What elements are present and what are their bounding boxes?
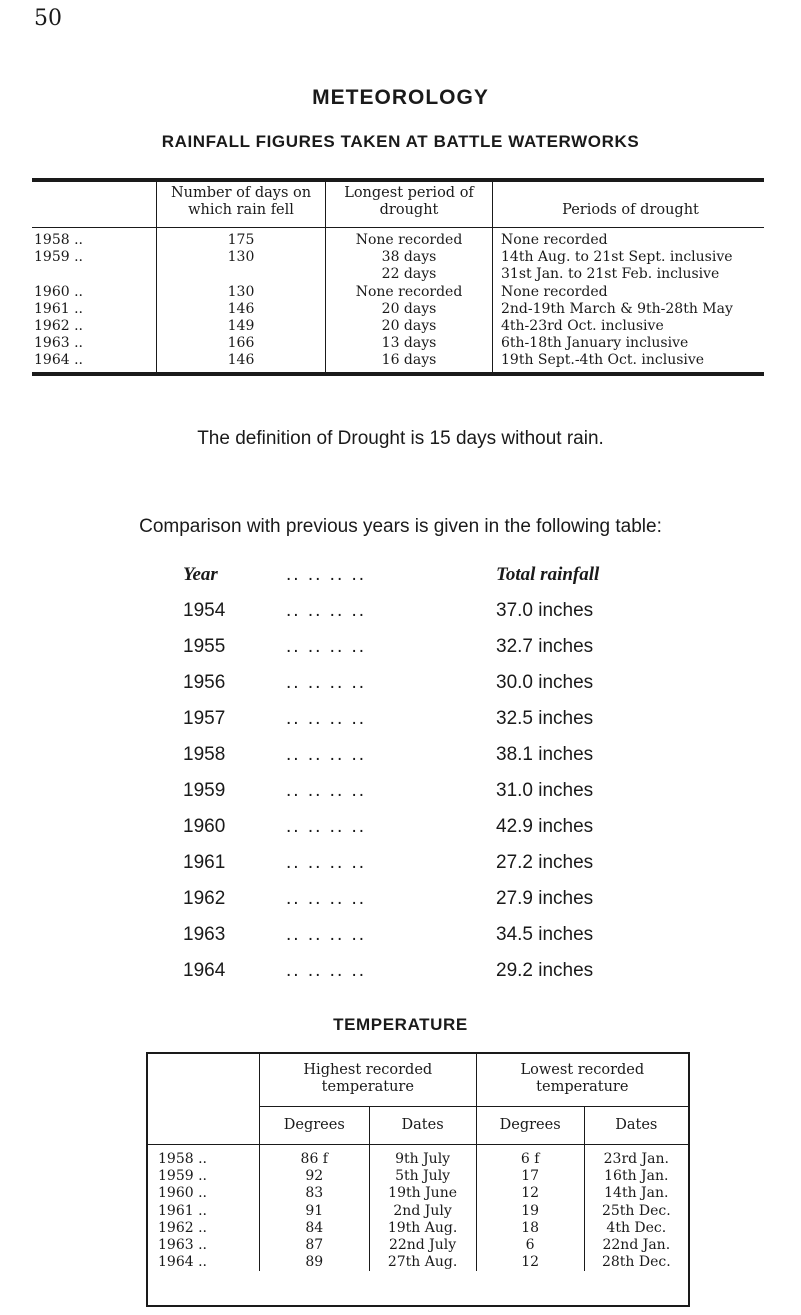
leader-dots: .. .. .. ..: [286, 960, 367, 981]
low-date: 23rd Jan.: [584, 1145, 688, 1169]
leader-dots: .. .. .. ..: [286, 780, 367, 801]
row-days: 146: [157, 352, 326, 371]
high-degrees: 92: [260, 1168, 370, 1185]
row-year: 1962 ..: [34, 318, 83, 335]
low-degrees: 6 f: [476, 1145, 584, 1169]
row-periods: 31st Jan. to 21st Feb. inclusive: [493, 266, 765, 283]
comparison-year: 1956: [183, 672, 226, 693]
list-item: [183, 852, 703, 884]
temp-year: 1962 ..: [158, 1219, 207, 1236]
comparison-header-total: Total rainfall: [496, 564, 600, 585]
high-date: 9th July: [369, 1145, 476, 1169]
high-date: 27th Aug.: [369, 1254, 476, 1271]
row-periods: 14th Aug. to 21st Sept. inclusive: [493, 249, 765, 266]
comparison-value: 37.0 inches: [496, 600, 594, 621]
comparison-value: 31.0 inches: [496, 780, 594, 801]
row-year: 1964 ..: [34, 352, 83, 369]
high-degrees: 87: [260, 1237, 370, 1254]
list-item: [183, 924, 703, 956]
leader-dots: .. .. .. ..: [286, 636, 367, 657]
row-days: [157, 266, 326, 283]
row-days: 130: [157, 284, 326, 301]
low-date: 16th Jan.: [584, 1168, 688, 1185]
leader-dots: .. .. .. ..: [286, 852, 367, 873]
header-days-rain: Number of days on which rain fell: [157, 182, 326, 228]
header-year-blank: [148, 1054, 260, 1107]
header-periods-drought: Periods of drought: [493, 182, 765, 228]
list-item: [183, 708, 703, 740]
header-year-rule: [148, 1107, 260, 1145]
leader-dots: .. .. .. ..: [286, 600, 367, 621]
temp-year: 1964 ..: [158, 1254, 207, 1271]
comparison-value: 27.9 inches: [496, 888, 594, 909]
header-low-degrees: Degrees: [476, 1107, 584, 1145]
low-degrees: 18: [476, 1220, 584, 1237]
row-longest: 13 days: [326, 335, 493, 352]
temperature-title: TEMPERATURE: [333, 1015, 468, 1034]
row-year: 1963 ..: [34, 335, 83, 352]
header-high-dates: Dates: [369, 1107, 476, 1145]
list-item: [183, 888, 703, 920]
high-date: 19th June: [369, 1185, 476, 1202]
row-longest: 22 days: [326, 266, 493, 283]
high-date: 22nd July: [369, 1237, 476, 1254]
comparison-year: 1959: [183, 780, 226, 801]
header-lowest: Lowest recorded temperature: [476, 1054, 688, 1107]
comparison-value: 29.2 inches: [496, 960, 594, 981]
row-longest: None recorded: [326, 284, 493, 301]
row-periods: 19th Sept.-4th Oct. inclusive: [493, 352, 765, 371]
rainfall-subtitle: RAINFALL FIGURES TAKEN AT BATTLE WATERWORKS: [161, 132, 640, 151]
header-highest: Highest recorded temperature: [260, 1054, 477, 1107]
row-longest: None recorded: [326, 228, 493, 250]
low-degrees: 6: [476, 1237, 584, 1254]
row-longest: 16 days: [326, 352, 493, 371]
row-longest: 20 days: [326, 318, 493, 335]
list-item: [183, 960, 703, 992]
table-row: [148, 1203, 688, 1220]
list-item: [183, 672, 703, 704]
table-row: [32, 301, 764, 318]
table-row: [148, 1220, 688, 1237]
table-row: [148, 1168, 688, 1185]
leader-dots: .. .. .. ..: [286, 564, 367, 585]
row-days: 149: [157, 318, 326, 335]
list-item: [183, 636, 703, 668]
row-year: 1961 ..: [34, 300, 83, 317]
temp-year: 1961 ..: [158, 1202, 207, 1219]
row-year: 1960 ..: [34, 283, 83, 300]
table-row: [32, 352, 764, 371]
row-longest: 38 days: [326, 249, 493, 266]
row-days: 146: [157, 301, 326, 318]
list-item: [183, 744, 703, 776]
low-date: 25th Dec.: [584, 1203, 688, 1220]
comparison-year: 1963: [183, 924, 226, 945]
table-row: [148, 1237, 688, 1254]
table-row: [148, 1185, 688, 1202]
comparison-value: 32.7 inches: [496, 636, 594, 657]
page-number: 50: [34, 6, 62, 31]
high-date: 19th Aug.: [369, 1220, 476, 1237]
leader-dots: .. .. .. ..: [286, 744, 367, 765]
comparison-year: 1964: [183, 960, 226, 981]
comparison-year: 1957: [183, 708, 226, 729]
comparison-year: 1960: [183, 816, 226, 837]
row-periods: 4th-23rd Oct. inclusive: [493, 318, 765, 335]
row-year: 1958 ..: [34, 232, 83, 248]
leader-dots: .. .. .. ..: [286, 708, 367, 729]
header-longest-drought: Longest period of drought: [326, 182, 493, 228]
low-date: 22nd Jan.: [584, 1237, 688, 1254]
comparison-value: 42.9 inches: [496, 816, 594, 837]
comparison-year: 1958: [183, 744, 226, 765]
list-item: [183, 600, 703, 632]
table-row: [32, 249, 764, 266]
row-days: 130: [157, 249, 326, 266]
high-degrees: 84: [260, 1220, 370, 1237]
high-degrees: 91: [260, 1203, 370, 1220]
comparison-header: [183, 564, 703, 596]
temp-year: 1960 ..: [158, 1185, 207, 1202]
rainfall-table: [32, 178, 764, 376]
header-low-dates: Dates: [584, 1107, 688, 1145]
high-degrees: 86 f: [260, 1145, 370, 1169]
comparison-year: 1955: [183, 636, 226, 657]
low-date: 28th Dec.: [584, 1254, 688, 1271]
high-date: 2nd July: [369, 1203, 476, 1220]
list-item: [183, 780, 703, 812]
comparison-intro: Comparison with previous years is given in the following table:: [139, 516, 662, 537]
page-title: METEOROLOGY: [312, 86, 489, 109]
leader-dots: .. .. .. ..: [286, 672, 367, 693]
comparison-year: 1961: [183, 852, 226, 873]
temp-year: 1963 ..: [158, 1237, 207, 1254]
drought-definition: The definition of Drought is 15 days without rain.: [197, 428, 604, 449]
comparison-header-year: Year: [183, 564, 218, 585]
table-row: [32, 335, 764, 352]
comparison-value: 38.1 inches: [496, 744, 594, 765]
comparison-year: 1954: [183, 600, 226, 621]
comparison-value: 27.2 inches: [496, 852, 594, 873]
list-item: [183, 816, 703, 848]
comparison-year: 1962: [183, 888, 226, 909]
high-date: 5th July: [369, 1168, 476, 1185]
comparison-value: 34.5 inches: [496, 924, 594, 945]
header-high-degrees: Degrees: [260, 1107, 370, 1145]
temp-year: 1959 ..: [158, 1168, 207, 1185]
temp-year: 1958 ..: [158, 1151, 207, 1167]
comparison-value: 32.5 inches: [496, 708, 594, 729]
leader-dots: .. .. .. ..: [286, 816, 367, 837]
row-periods: None recorded: [493, 228, 765, 250]
table-row: [32, 284, 764, 301]
header-year: [32, 182, 157, 228]
leader-dots: .. .. .. ..: [286, 924, 367, 945]
temperature-table: [146, 1052, 690, 1307]
table-row: [148, 1254, 688, 1271]
row-periods: None recorded: [493, 284, 765, 301]
table-row: [148, 1145, 688, 1169]
low-degrees: 17: [476, 1168, 584, 1185]
row-days: 175: [157, 228, 326, 250]
low-degrees: 19: [476, 1203, 584, 1220]
row-year: [32, 266, 157, 283]
high-degrees: 83: [260, 1185, 370, 1202]
low-date: 14th Jan.: [584, 1185, 688, 1202]
row-longest: 20 days: [326, 301, 493, 318]
low-degrees: 12: [476, 1185, 584, 1202]
table-row: [32, 228, 764, 250]
row-periods: 2nd-19th March & 9th-28th May: [493, 301, 765, 318]
low-date: 4th Dec.: [584, 1220, 688, 1237]
row-days: 166: [157, 335, 326, 352]
low-degrees: 12: [476, 1254, 584, 1271]
row-periods: 6th-18th January inclusive: [493, 335, 765, 352]
row-year: 1959 ..: [34, 249, 83, 266]
table-row: [32, 266, 764, 283]
comparison-value: 30.0 inches: [496, 672, 594, 693]
table-row: [32, 318, 764, 335]
leader-dots: .. .. .. ..: [286, 888, 367, 909]
high-degrees: 89: [260, 1254, 370, 1271]
